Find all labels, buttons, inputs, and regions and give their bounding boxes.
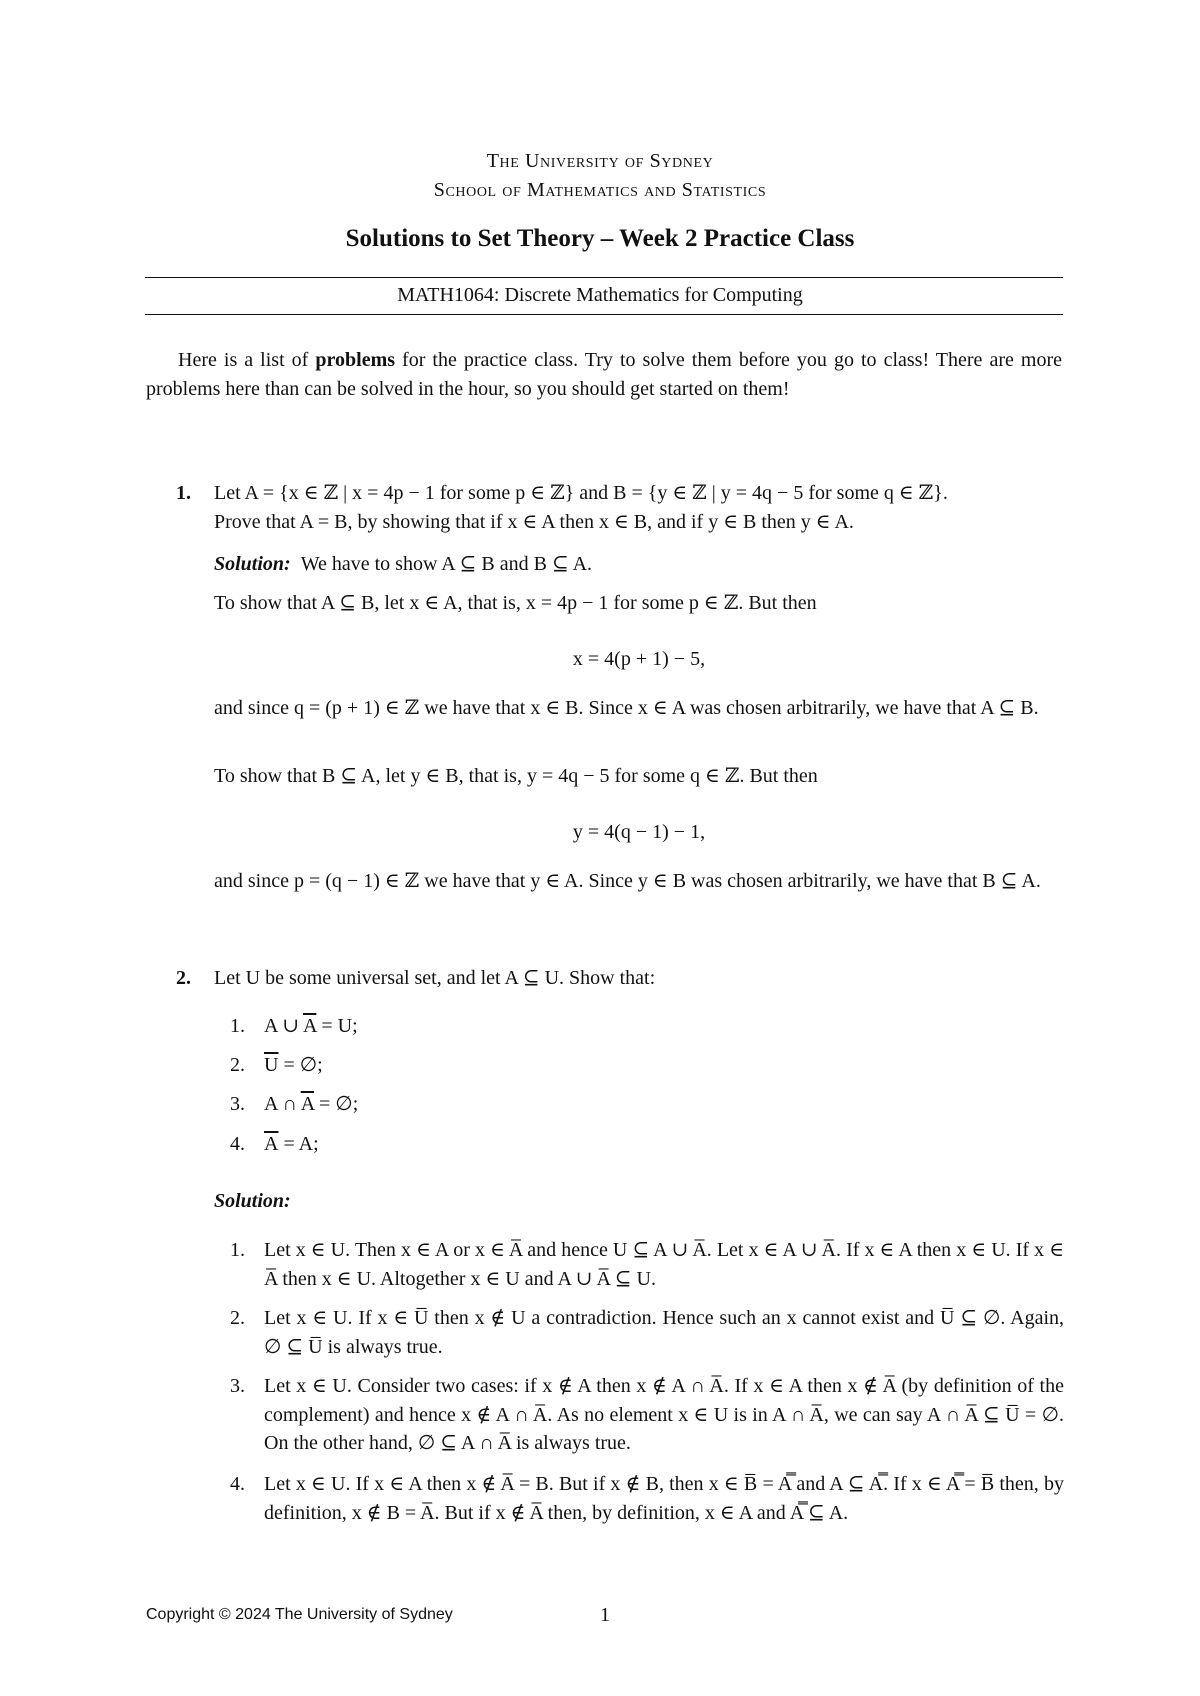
q2-solution-1: Let x ∈ U. Then x ∈ A or x ∈ A̅ and hence U ⊆ A ∪ A̅. Let x ∈ A ∪ A̅. If x ∈ A then x ∈ U. If x ∈ A̅ then x ∈ U. Altogether x ∈ U and A ∪ A̅ ⊆ U. xyxy=(264,1239,1064,1290)
q2-item-4 xyxy=(264,1130,319,1159)
item-overlined: $\overline{A}$ xyxy=(264,1133,279,1155)
q1-part-b-conclusion: and since p = (q − 1) ∈ ℤ we have that y ∈ A. Since y ∈ B was chosen arbitrarily, we have that B ⊆ A. xyxy=(214,870,1041,892)
intro-bold: problems xyxy=(315,349,396,371)
q2-solution-2: Let x ∈ U. If x ∈ U̅ then x ∉ U a contradiction. Hence such an x cannot exist and U̅ ⊆ ∅. Again, ∅ ⊆ U̅ is always true. xyxy=(264,1307,1064,1358)
q2-solution-4: Let x ∈ U. If x ∈ A then x ∉ A̅ = B. But if x ∉ B, then x ∈ B̅ = A̿ and A ⊆ A̿. If x ∈ A̿ = B̅ then, by definition, x ∉ B = A̅. But if x ∉ A̅ then, by definition, x ∈ A and A̿ ⊆ A. xyxy=(264,1473,1064,1524)
course-name: MATH1064: Discrete Mathematics for Computing xyxy=(397,284,803,306)
q2-solution-3-number: 3. xyxy=(230,1375,245,1397)
q2-item-2-number: 2. xyxy=(230,1054,245,1076)
q2-solution-4-number: 4. xyxy=(230,1473,245,1495)
intro-text-1: Here is a list of xyxy=(178,349,316,371)
item-post: = U; xyxy=(316,1015,358,1037)
item-pre: A ∩ xyxy=(264,1093,301,1115)
page-title: Solutions to Set Theory – Week 2 Practice Class xyxy=(345,225,855,252)
copyright-notice: Copyright © 2024 The University of Sydney xyxy=(146,1606,453,1623)
item-overlined: $\overline{A}$ xyxy=(300,1093,315,1115)
bottom-rule xyxy=(145,314,1063,315)
question-1-statement-2: Prove that A = B, by showing that if x ∈ A then x ∈ B, and if y ∈ B then y ∈ A. xyxy=(214,511,854,533)
item-overlined: $\overline{U}$ xyxy=(264,1054,279,1076)
item-overlined: $\overline{A}$ xyxy=(303,1015,317,1037)
item-post: = ∅; xyxy=(278,1054,323,1076)
intro-paragraph xyxy=(146,346,1062,403)
q1-equation-b: y = 4(q − 1) − 1, xyxy=(572,821,706,843)
school-name: School of Mathematics and Statistics xyxy=(433,179,767,201)
q2-solution-3: Let x ∈ U. Consider two cases: if x ∉ A then x ∉ A ∩ A̅. If x ∈ A then x ∉ A̅ (by definition of the complement) and hence x ∉ A ∩ A̅. As no element x ∈ U is in A ∩ A̅, we can say A ∩ A̅ ⊆ U̅ = ∅. On the other hand, ∅ ⊆ A ∩ A̅ is always true. xyxy=(264,1375,1064,1454)
item-pre: A ∪ xyxy=(264,1015,303,1037)
question-1-statement-1: Let A = {x ∈ ℤ | x = 4p − 1 for some p ∈ ℤ} and B = {y ∈ ℤ | y = 4q − 5 for some q ∈ ℤ}. xyxy=(214,482,948,504)
university-name: The University of Sydney xyxy=(486,150,714,172)
question-1-number: 1. xyxy=(176,482,191,504)
page-number: 1 xyxy=(600,1604,610,1626)
q2-item-3 xyxy=(264,1090,358,1119)
q2-solution-1-number: 1. xyxy=(230,1239,245,1261)
question-2-number: 2. xyxy=(176,967,191,989)
item-post: = ∅; xyxy=(314,1093,359,1115)
q2-solution-2-number: 2. xyxy=(230,1307,245,1329)
q2-solution-label: Solution: xyxy=(214,1190,291,1212)
solution-label: Solution: xyxy=(214,553,291,575)
intro-text-2: for the practice class. Try to solve them before you go to class! There are more problems here than can be solved in the hour, so you should get started on them! xyxy=(146,349,1063,400)
q1-part-b: To show that B ⊆ A, let y ∈ B, that is, y = 4q − 5 for some q ∈ ℤ. But then xyxy=(214,765,818,787)
item-double-overline xyxy=(264,1132,278,1154)
question-2-statement: Let U be some universal set, and let A ⊆ U. Show that: xyxy=(214,967,656,989)
q2-item-1 xyxy=(264,1012,358,1041)
solution-text: We have to show A ⊆ B and B ⊆ A. xyxy=(300,553,593,575)
q1-equation-a: x = 4(p + 1) − 5, xyxy=(572,648,706,670)
q2-item-1-number: 1. xyxy=(230,1015,245,1037)
top-rule xyxy=(145,277,1063,278)
q1-part-a: To show that A ⊆ B, let x ∈ A, that is, x = 4p − 1 for some p ∈ ℤ. But then xyxy=(214,592,817,614)
q2-item-3-number: 3. xyxy=(230,1093,245,1115)
q1-part-a-conclusion: and since q = (p + 1) ∈ ℤ we have that x ∈ B. Since x ∈ A was chosen arbitrarily, we have that A ⊆ B. xyxy=(214,697,1039,719)
q2-item-4-number: 4. xyxy=(230,1133,245,1155)
q2-item-2 xyxy=(264,1051,323,1080)
item-post: = A; xyxy=(278,1133,319,1155)
question-1-solution xyxy=(214,550,1064,579)
